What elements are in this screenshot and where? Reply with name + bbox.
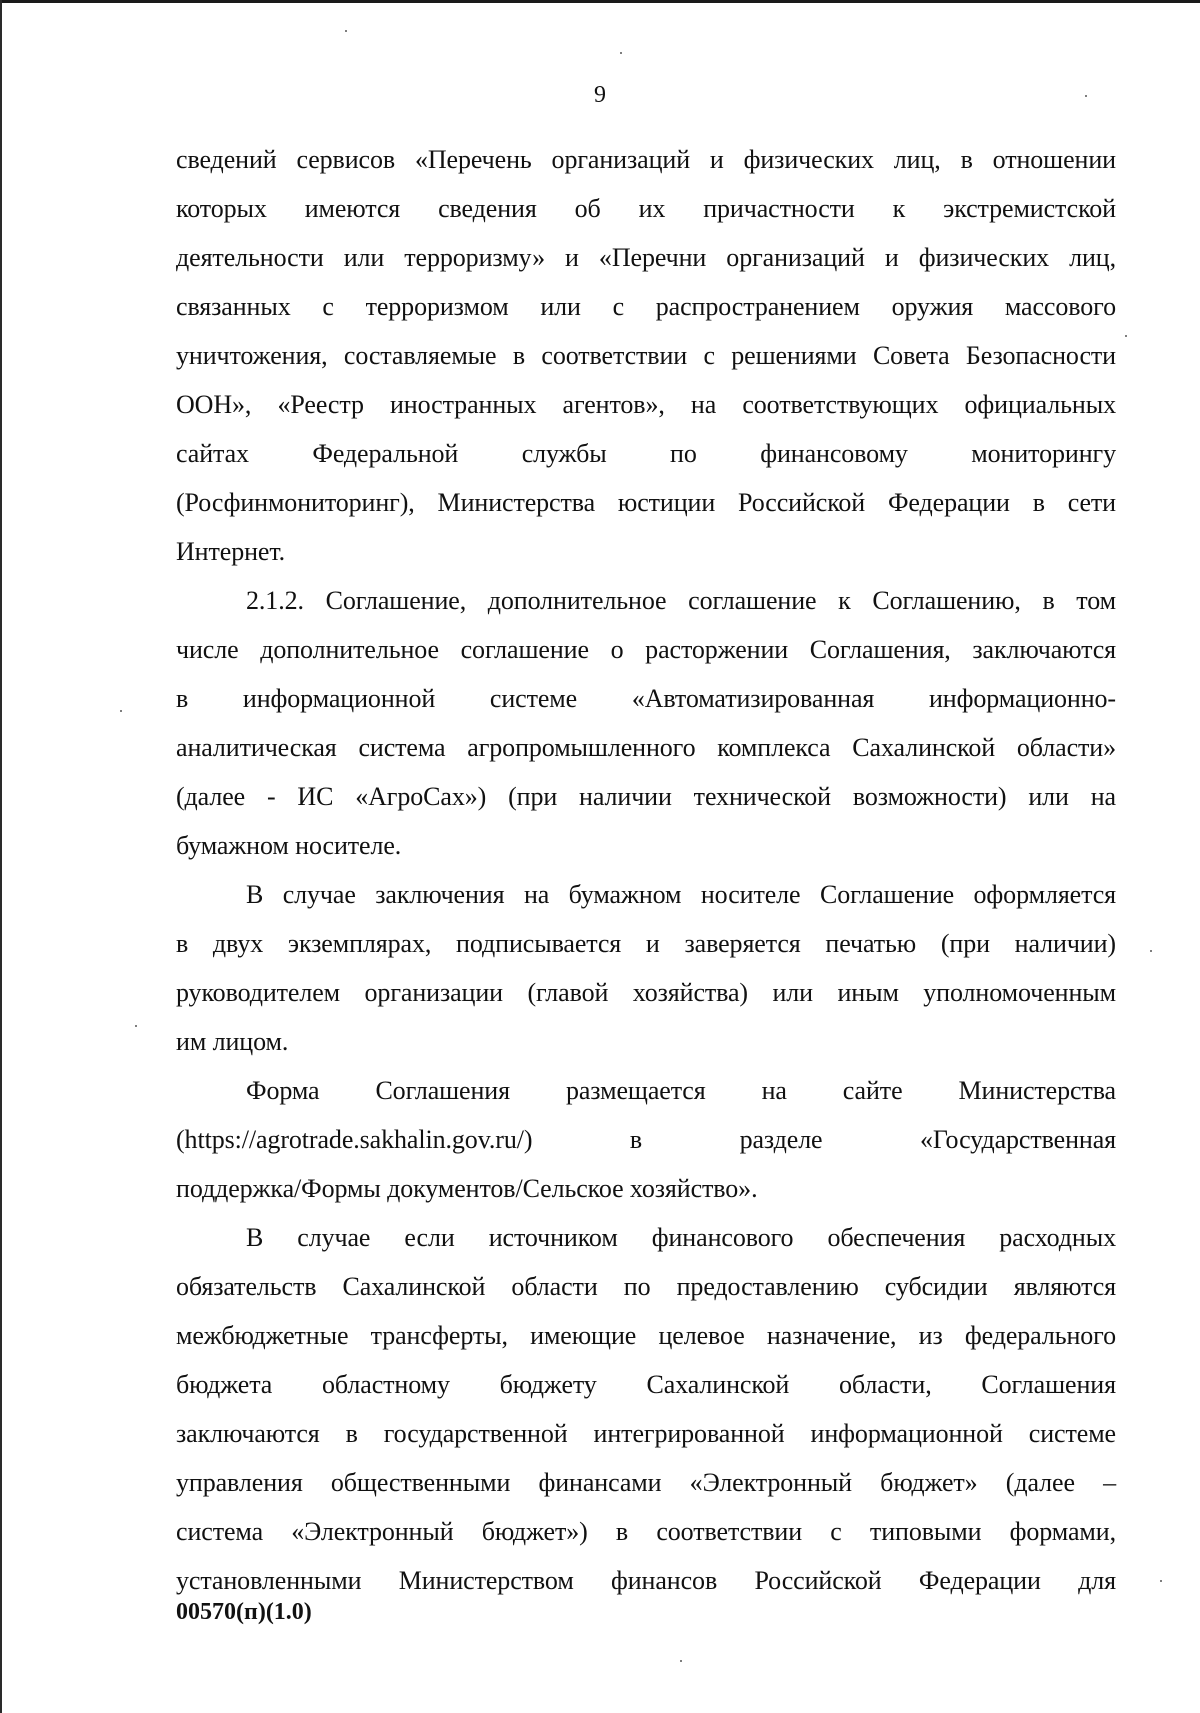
- text-line-content: сведений сервисов «Перечень организаций и физических лиц, в отношении: [176, 145, 1116, 174]
- text-word: Сахалинской: [646, 1370, 790, 1399]
- text-word: «Государственная: [919, 1125, 1116, 1154]
- text-line: [176, 1017, 1116, 1066]
- text-word: размещается: [565, 1076, 706, 1105]
- text-line: [176, 184, 1116, 233]
- text-line-content: деятельности или терроризму» и «Перечни организаций и физических лиц,: [176, 243, 1116, 272]
- text-line-content: аналитическая система агропромышленного комплекса Сахалинской области»: [176, 733, 1116, 762]
- text-word: системе: [489, 684, 578, 713]
- text-line: [176, 1507, 1116, 1556]
- text-word: с: [612, 292, 625, 321]
- scan-speck: [620, 52, 622, 54]
- text-word: областному: [322, 1370, 450, 1399]
- text-word: Форма: [246, 1076, 320, 1105]
- text-word: к: [892, 194, 906, 223]
- scan-left-edge: [0, 0, 2, 1713]
- text-word: информационно-: [928, 684, 1116, 713]
- text-line: [176, 429, 1116, 478]
- text-line-content: им лицом.: [176, 1027, 289, 1056]
- text-word: (https://agrotrade.sakhalin.gov.ru/): [176, 1125, 533, 1154]
- text-word: сайте: [842, 1076, 903, 1105]
- text-word: разделе: [739, 1125, 823, 1154]
- text-line-content: заключаются в государственной интегрированной информационной системе: [176, 1419, 1116, 1448]
- scan-speck: [1150, 950, 1152, 952]
- text-line: [176, 968, 1116, 1017]
- text-line: [176, 527, 1116, 576]
- text-word: на: [761, 1076, 787, 1105]
- text-line-content: уничтожения, составляемые в соответствии с решениями Совета Безопасности: [176, 341, 1116, 370]
- text-line: [176, 135, 1116, 184]
- text-line: [176, 1164, 1116, 1213]
- text-line-content: Интернет.: [176, 537, 286, 566]
- text-word: в: [629, 1125, 643, 1154]
- text-word: службы: [521, 439, 607, 468]
- text-word: их: [638, 194, 666, 223]
- text-word: информационной: [242, 684, 436, 713]
- scan-speck: [1085, 95, 1087, 97]
- text-word: сайтах: [176, 439, 249, 468]
- document-code: 00570(п)(1.0): [176, 1599, 312, 1625]
- scan-speck: [1160, 1580, 1162, 1582]
- text-line-content: управления общественными финансами «Электронный бюджет» (далее –: [176, 1468, 1116, 1497]
- text-line: [176, 1458, 1116, 1507]
- text-line: [176, 1262, 1116, 1311]
- text-line-content: система «Электронный бюджет») в соответствии с типовыми формами,: [176, 1517, 1116, 1546]
- text-line-content: ООН», «Реестр иностранных агентов», на соответствующих официальных: [176, 390, 1116, 419]
- text-word: Министерства: [958, 1076, 1116, 1105]
- text-word: области,: [839, 1370, 932, 1399]
- text-word: оружия: [891, 292, 974, 321]
- text-line-content: бумажном носителе.: [176, 831, 402, 860]
- text-word: об: [574, 194, 601, 223]
- scan-speck: [345, 30, 347, 32]
- text-line: [176, 233, 1116, 282]
- text-word: распространением: [655, 292, 860, 321]
- text-line: [176, 625, 1116, 674]
- text-line-content: 2.1.2. Соглашение, дополнительное соглашение к Соглашению, в том: [246, 586, 1116, 615]
- text-word: которых: [176, 194, 267, 223]
- scan-speck: [1125, 335, 1127, 337]
- text-word: или: [540, 292, 581, 321]
- text-line-content: межбюджетные трансферты, имеющие целевое назначение, из федерального: [176, 1321, 1116, 1350]
- text-line: [176, 478, 1116, 527]
- text-line: [176, 1066, 1116, 1115]
- text-word: бюджета: [176, 1370, 273, 1399]
- text-line: [176, 674, 1116, 723]
- text-word: «Автоматизированная: [631, 684, 875, 713]
- text-line: [176, 380, 1116, 429]
- text-line-content: обязательств Сахалинской области по предоставлению субсидии являются: [176, 1272, 1116, 1301]
- text-word: в: [176, 684, 189, 713]
- text-word: Соглашения: [981, 1370, 1116, 1399]
- text-line-content: числе дополнительное соглашение о расторжении Соглашения, заключаются: [176, 635, 1116, 664]
- scan-top-edge: [0, 0, 1200, 3]
- text-line: [176, 821, 1116, 870]
- text-word: причастности: [703, 194, 855, 223]
- text-line-content: (Росфинмониторинг), Министерства юстиции Российской Федерации в сети: [176, 488, 1116, 517]
- text-line: [176, 1556, 1116, 1605]
- scan-speck: [680, 1660, 682, 1662]
- text-line: [176, 723, 1116, 772]
- text-word: финансовому: [760, 439, 908, 468]
- text-line-content: руководителем организации (главой хозяйства) или иным уполномоченным: [176, 978, 1116, 1007]
- text-word: терроризмом: [365, 292, 509, 321]
- page-number: 9: [594, 82, 606, 108]
- text-line: [176, 1115, 1116, 1164]
- body-text: [176, 135, 1116, 1605]
- text-word: мониторингу: [971, 439, 1116, 468]
- text-line: [176, 1213, 1116, 1262]
- text-line: [176, 576, 1116, 625]
- text-line-content: поддержка/Формы документов/Сельское хозяйство».: [176, 1174, 758, 1203]
- text-line: [176, 772, 1116, 821]
- text-line-content: в двух экземплярах, подписывается и заверяется печатью (при наличии): [176, 929, 1116, 958]
- text-word: массового: [1004, 292, 1116, 321]
- text-line: [176, 282, 1116, 331]
- text-line: [176, 919, 1116, 968]
- text-line: [176, 1360, 1116, 1409]
- text-line-content: (далее - ИС «АгроСах») (при наличии технической возможности) или на: [176, 782, 1116, 811]
- text-word: экстремистской: [943, 194, 1116, 223]
- text-word: Федеральной: [312, 439, 459, 468]
- text-word: связанных: [176, 292, 291, 321]
- text-word: по: [670, 439, 697, 468]
- text-line-content: установленными Министерством финансов Российской Федерации для: [176, 1566, 1116, 1595]
- text-word: Соглашения: [375, 1076, 510, 1105]
- scan-speck: [120, 710, 122, 712]
- text-word: имеются: [304, 194, 401, 223]
- text-line: [176, 1409, 1116, 1458]
- text-word: с: [322, 292, 334, 321]
- text-line: [176, 870, 1116, 919]
- text-word: бюджету: [499, 1370, 597, 1399]
- text-line: [176, 1311, 1116, 1360]
- scan-speck: [135, 1025, 137, 1027]
- text-line-content: В случае если источником финансового обеспечения расходных: [246, 1223, 1116, 1252]
- text-line-content: В случае заключения на бумажном носителе Соглашение оформляется: [246, 880, 1116, 909]
- text-line: [176, 331, 1116, 380]
- text-word: сведения: [438, 194, 537, 223]
